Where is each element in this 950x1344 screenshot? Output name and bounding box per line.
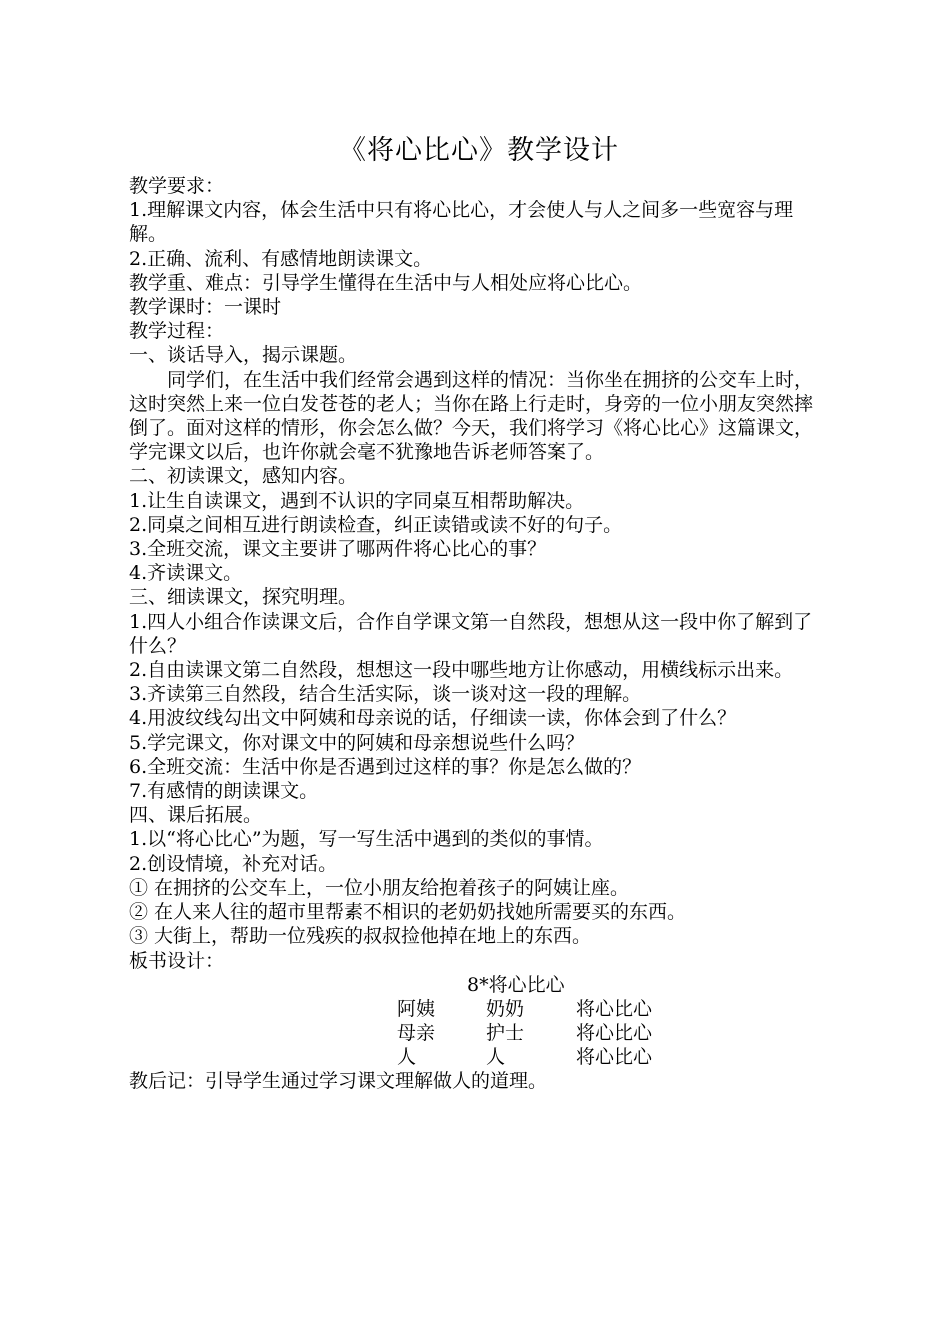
section3-item: 3.齐读第三自然段，结合生活实际，谈一谈对这一段的理解。: [129, 683, 642, 706]
board-cell: 人: [397, 1046, 417, 1069]
key-points: 教学重、难点：引导学生懂得在生活中与人相处应将心比心。: [129, 271, 643, 294]
section3-item: 2.自由读课文第二自然段，想想这一段中哪些地方让你感动，用横线标示出来。: [129, 659, 794, 682]
section4-item: ① 在拥挤的公交车上，一位小朋友给抱着孩子的阿姨让座。: [129, 876, 630, 899]
requirements-heading: 教学要求：: [129, 175, 225, 197]
section1-heading: 一、谈话导入，揭示课题。: [129, 344, 358, 367]
board-cell: 阿姨: [397, 997, 436, 1020]
requirement-item: 1.理解课文内容，体会生活中只有将心比心，才会使人与人之间多一些宽容与理解。: [129, 199, 794, 246]
section4-heading: 四、课后拓展。: [129, 804, 263, 827]
board-cell: 奶奶: [486, 997, 525, 1020]
board-cell: 将心比心: [576, 997, 653, 1020]
section4-item: ② 在人来人往的超市里帮素不相识的老奶奶找她所需要买的东西。: [129, 901, 687, 924]
document-page: [129, 132, 829, 1094]
section2-heading: 二、初读课文，感知内容。: [129, 465, 358, 488]
board-row: [129, 997, 829, 1021]
requirement-item: 2.正确、流利、有感情地朗读课文。: [129, 247, 433, 270]
section3-item: 6.全班交流：生活中你是否遇到过这样的事？你是怎么做的？: [129, 755, 642, 778]
board-title: 8*将心比心: [467, 973, 565, 996]
class-hours: 教学课时：一课时: [129, 296, 282, 319]
section3-item: 7.有感情的朗读课文。: [129, 780, 319, 803]
board-design: [129, 973, 829, 1070]
section3-item: 1.四人小组合作读课文后，合作自学课文第一自然段，想想从这一段中你了解到了什么？: [129, 610, 813, 657]
afterword: 教后记：引导学生通过学习课文理解做人的道理。: [129, 1070, 548, 1093]
section1-paragraph: 同学们，在生活中我们经常会遇到这样的情况：当你坐在拥挤的公交车上时，这时突然上来一位白发苍苍的老人；当你在路上行走时，身旁的一位小朋友突然摔倒了。面对这样的情形，你会怎么做？今天，我们将学习《将心比心》这篇课文，学完课文以后，也许你就会毫不犹豫地告诉老师答案了。: [129, 368, 814, 464]
section3-item: 4.用波纹线勾出文中阿姨和母亲说的话，仔细读一读，你体会到了什么？: [129, 707, 737, 730]
board-cell: 母亲: [397, 1022, 436, 1045]
board-cell: 将心比心: [576, 1022, 653, 1045]
section3-item: 5.学完课文，你对课文中的阿姨和母亲想说些什么吗？: [129, 731, 585, 754]
section2-item: 2.同桌之间相互进行朗读检查，纠正读错或读不好的句子。: [129, 513, 623, 536]
board-row: [129, 1045, 829, 1069]
document-title: 《将心比心》教学设计: [339, 135, 619, 166]
board-cell: 人: [486, 1046, 506, 1069]
section4-item: 1.以“将心比心”为题，写一写生活中遇到的类似的事情。: [129, 828, 604, 851]
section4-item: ③ 大街上，帮助一位残疾的叔叔捡他掉在地上的东西。: [129, 925, 592, 948]
process-heading: 教学过程：: [129, 320, 225, 343]
board-cell: 护士: [486, 1022, 525, 1045]
section4-item: 2.创设情境，补充对话。: [129, 852, 338, 875]
section2-item: 3.全班交流，课文主要讲了哪两件将心比心的事？: [129, 538, 547, 561]
section3-heading: 三、细读课文，探究明理。: [129, 586, 358, 609]
board-cell: 将心比心: [576, 1046, 653, 1069]
section2-item: 4.齐读课文。: [129, 562, 243, 585]
section2-item: 1.让生自读课文，遇到不认识的字同桌互相帮助解决。: [129, 489, 585, 512]
board-heading: 板书设计：: [129, 949, 225, 972]
board-row: [129, 1021, 829, 1045]
